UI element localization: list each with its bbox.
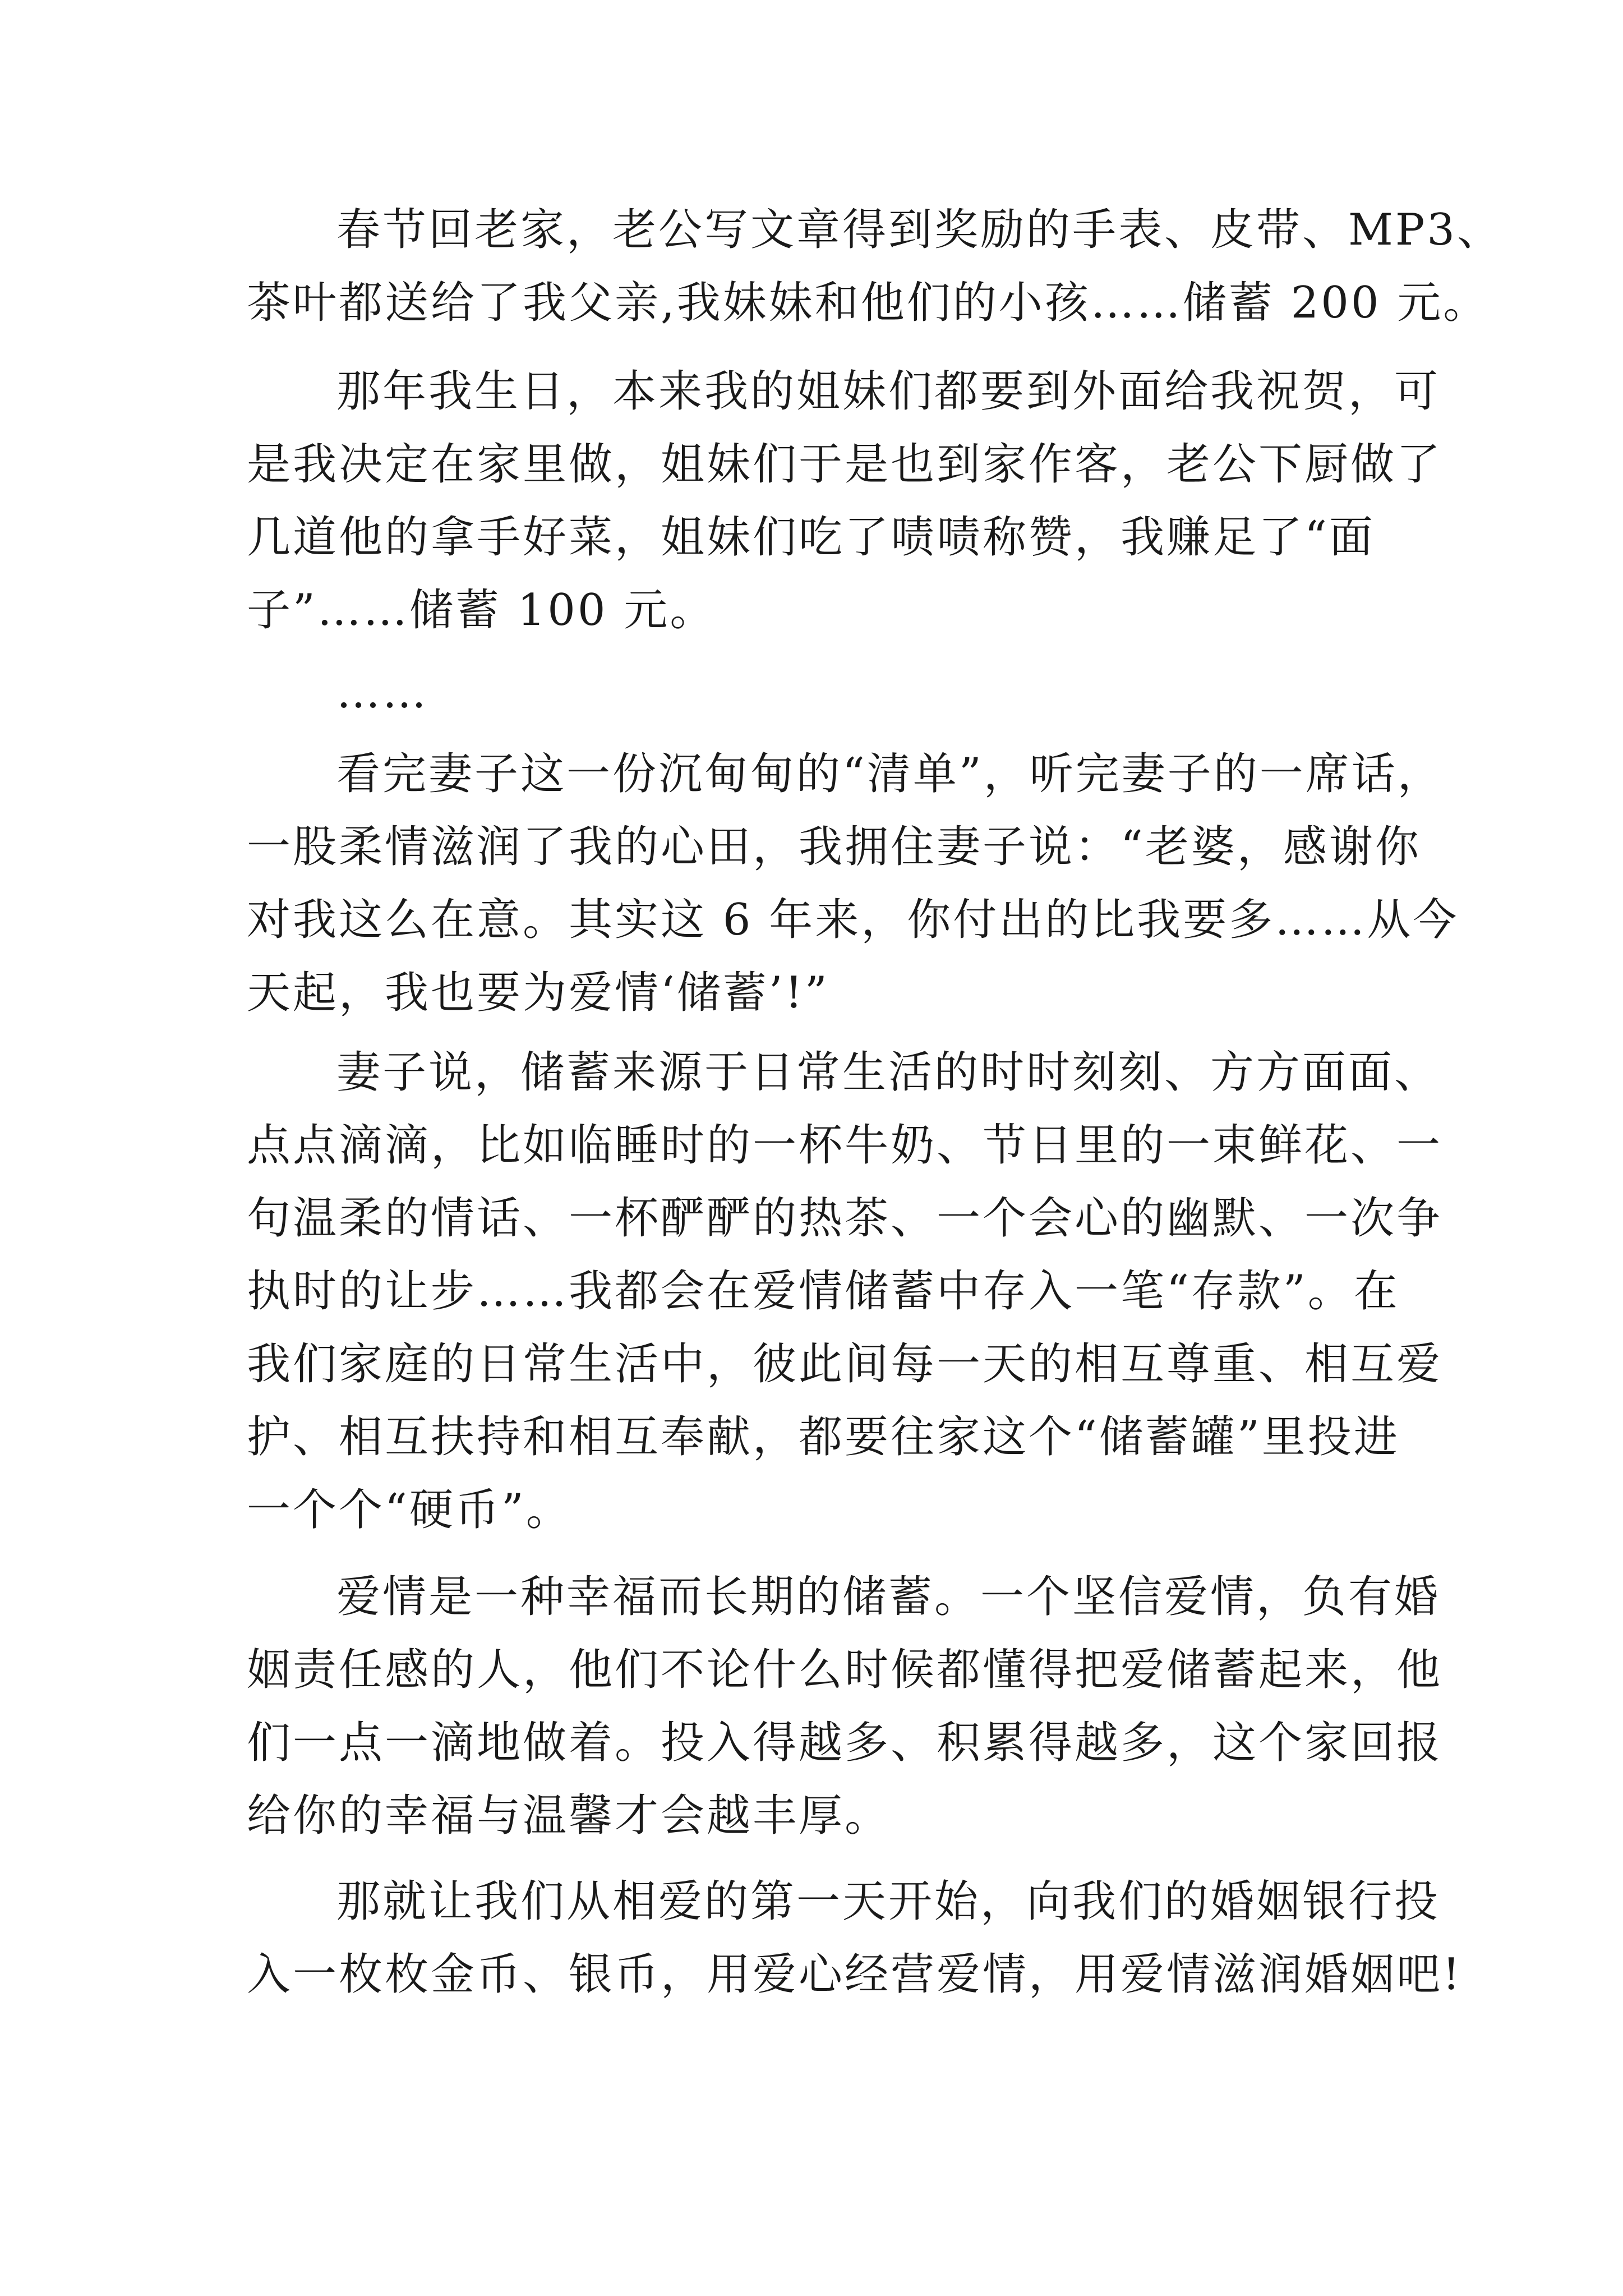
text-line: 看完妻子这一份沉甸甸的“清单”，听完妻子的一席话， (336, 749, 1444, 799)
text-line: 护、相互扶持和相互奉献，都要往家这个“储蓄罐”里投进 (247, 1412, 1400, 1462)
text-line: 们一点一滴地做着。投入得越多、积累得越多，这个家回报 (247, 1718, 1443, 1768)
text-line: 是我决定在家里做，姐妹们于是也到家作客，老公下厨做了 (247, 439, 1443, 490)
text-line: 几道他的拿手好菜，姐妹们吃了啧啧称赞，我赚足了“面 (247, 512, 1375, 563)
text-line: 那就让我们从相爱的第一天开始，向我们的婚姻银行投 (336, 1876, 1441, 1927)
text-line: 爱情是一种幸福而长期的储蓄。一个坚信爱情，负有婚 (336, 1572, 1441, 1622)
text-line: 春节回老家，老公写文章得到奖励的手表、皮带、MP3、 (336, 205, 1503, 255)
text-line: …… (336, 668, 428, 718)
text-line: 一个个“硬币”。 (247, 1485, 572, 1535)
text-line: 对我这么在意。其实这 6 年来，你付出的比我要多……从今 (247, 895, 1459, 945)
text-line: 天起，我也要为爱情‘储蓄’!” (247, 968, 829, 1018)
text-line: 姻责任感的人，他们不论什么时候都懂得把爱储蓄起来，他 (247, 1645, 1443, 1695)
text-line: 妻子说，储蓄来源于日常生活的时时刻刻、方方面面、 (336, 1047, 1441, 1098)
text-line: 点点滴滴，比如临睡时的一杯牛奶、节日里的一束鲜花、一 (247, 1120, 1443, 1171)
text-line: 执时的让步……我都会在爱情储蓄中存入一笔“存款”。在 (247, 1266, 1400, 1317)
text-line: 句温柔的情话、一杯酽酽的热茶、一个会心的幽默、一次争 (247, 1193, 1443, 1244)
text-line: 茶叶都送给了我父亲,我妹妹和他们的小孩……储蓄 200 元。 (247, 278, 1490, 328)
text-line: 给你的幸福与温馨才会越丰厚。 (247, 1791, 891, 1841)
text-line: 那年我生日，本来我的姐妹们都要到外面给我祝贺，可 (336, 366, 1441, 417)
text-line: 我们家庭的日常生活中，彼此间每一天的相互尊重、相互爱 (247, 1339, 1443, 1389)
text-line: 子”……储蓄 100 元。 (247, 585, 716, 636)
text-line: 一股柔情滋润了我的心田，我拥住妻子说：“老婆，感谢你 (247, 822, 1421, 872)
text-line: 入一枚枚金币、银币，用爱心经营爱情，用爱情滋润婚姻吧! (247, 1949, 1463, 2000)
